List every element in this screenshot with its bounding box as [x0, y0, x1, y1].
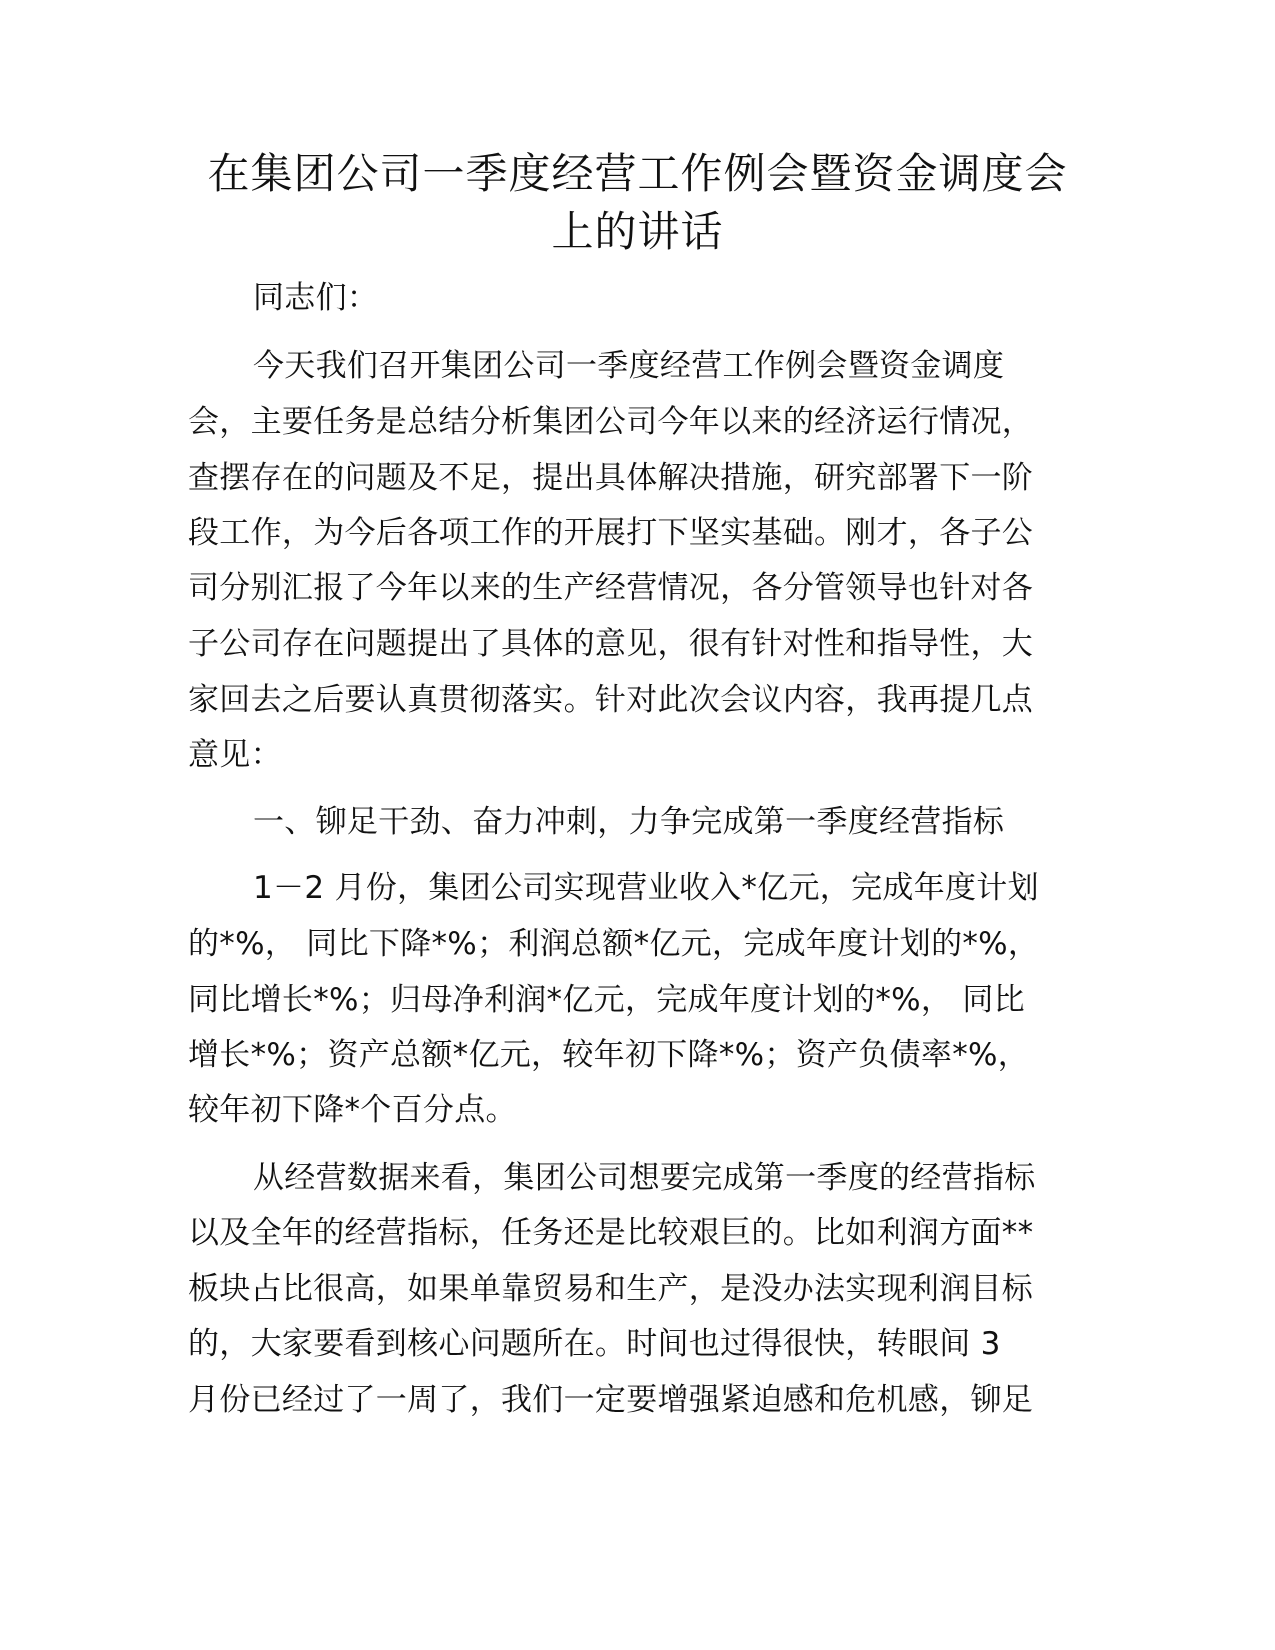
section-heading-1: 一、铆足干劲、奋力冲刺，力争完成第一季度经营指标: [253, 804, 1005, 840]
paragraph-1-line: 意见：: [188, 737, 282, 773]
paragraph-1-line: 会，主要任务是总结分析集团公司今年以来的经济运行情况，: [188, 404, 1034, 440]
paragraph-3-line: 从经营数据来看，集团公司想要完成第一季度的经营指标: [253, 1160, 1036, 1196]
document-title-line-2: 上的讲话: [551, 207, 724, 256]
paragraph-1-line: 查摆存在的问题及不足，提出具体解决措施，研究部署下一阶: [188, 460, 1034, 496]
paragraph-3-line: 月份已经过了一周了，我们一定要增强紧迫感和危机感，铆足: [188, 1382, 1034, 1418]
greeting: 同志们：: [253, 280, 379, 316]
document-title-line-1: 在集团公司一季度经营工作例会暨资金调度会: [207, 149, 1068, 198]
paragraph-1-line: 今天我们召开集团公司一季度经营工作例会暨资金调度: [253, 348, 1005, 384]
paragraph-1-line: 段工作，为今后各项工作的开展打下坚实基础。刚才，各子公: [188, 515, 1034, 551]
paragraph-3-line: 以及全年的经营指标，任务还是比较艰巨的。比如利润方面**: [188, 1215, 1034, 1251]
paragraph-1-line: 家回去之后要认真贯彻落实。针对此次会议内容，我再提几点: [188, 682, 1034, 718]
paragraph-3-line: 的，大家要看到核心问题所在。时间也过得很快，转眼间 3: [188, 1326, 1001, 1362]
paragraph-1-line: 子公司存在问题提出了具体的意见，很有针对性和指导性，大: [188, 626, 1034, 662]
paragraph-2-line: 1－2 月份，集团公司实现营业收入*亿元，完成年度计划: [253, 870, 1039, 906]
paragraph-3-line: 板块占比很高，如果单靠贸易和生产，是没办法实现利润目标: [188, 1271, 1034, 1307]
paragraph-2-line: 的*%， 同比下降*%；利润总额*亿元，完成年度计划的*%，: [188, 926, 1040, 962]
paragraph-2-line: 增长*%；资产总额*亿元，较年初下降*%；资产负债率*%，: [188, 1037, 1030, 1073]
paragraph-2-line: 同比增长*%；归母净利润*亿元，完成年度计划的*%， 同比: [188, 982, 1025, 1018]
paragraph-2-line: 较年初下降*个百分点。: [188, 1092, 517, 1128]
paragraph-1-line: 司分别汇报了今年以来的生产经营情况，各分管领导也针对各: [188, 570, 1034, 606]
